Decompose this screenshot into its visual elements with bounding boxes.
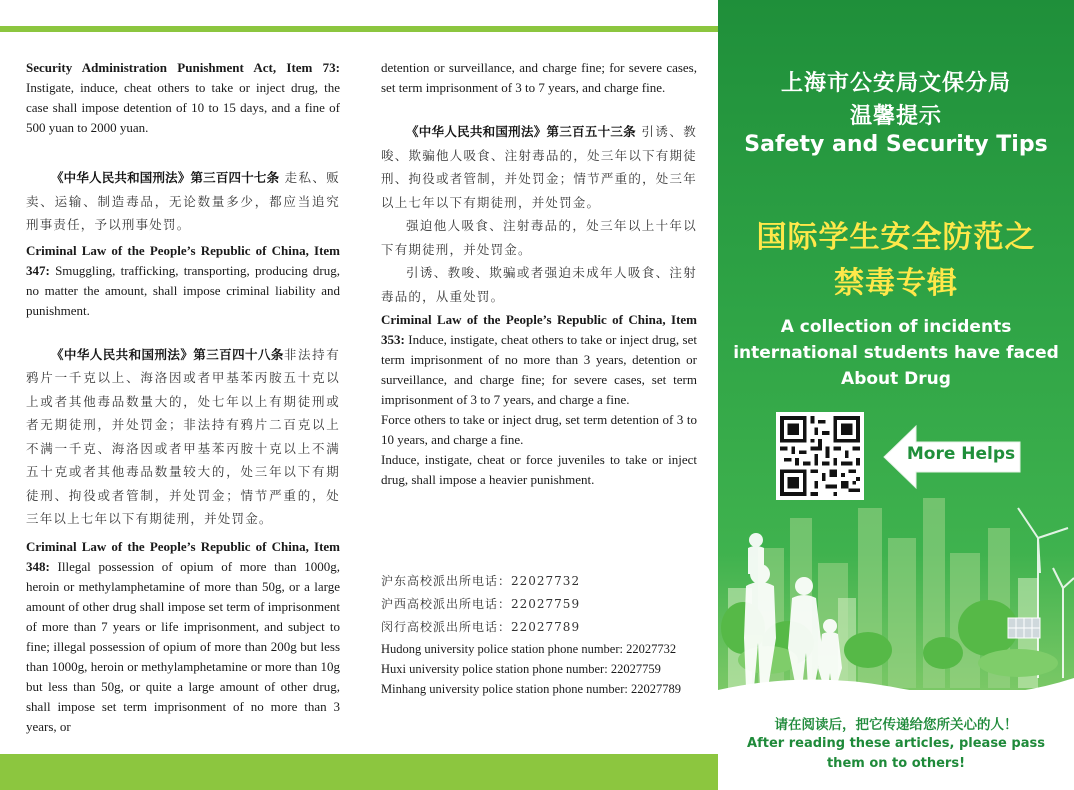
phone-hudong-zh: 沪东高校派出所电话：22027732: [381, 574, 581, 588]
article-348-en-body: Illegal possession of opium of more than 1000g, heroin or methylamphetamine of more than 50g, or a large amount of other drug shall impose set term of imprisonment of more than 7 years or life imprisonment, and subject to fine; illegal possession of opium of more than 200g but less than 1000g, heroin or methylamphetamine or more than 10g but less than 50g, or quite a large amount of other drug, shall impose set term imprisonment of no more than 3 years, or: [26, 558, 340, 734]
article-353-en-body: Induce, instigate, cheat others to take or inject drug, set term imprisonment of no more than 3 years, detention or surveillance, and charge fine; for severe cases, set term imprisonment of 3 to 7 years, and charge a fine.: [381, 332, 697, 407]
article-347-en: [26, 241, 340, 321]
subtitle-line2: international students have faced: [733, 343, 1059, 363]
footer-zh: 请在阅读后，把它传递给您所关心的人！: [774, 717, 1018, 733]
article-347-zh-body: 走私、贩卖、运输、制造毒品，无论数量多少，都应当追究刑事责任，予以刑事处罚。: [26, 170, 340, 232]
act-73-paragraph: [26, 58, 340, 138]
more-helps-label[interactable]: More Helps: [906, 444, 1016, 464]
bottom-rule: [0, 754, 718, 790]
article-347-en-title: Criminal Law of the People’s Republic of China, Item 347:: [26, 242, 340, 278]
left-column: [26, 58, 340, 737]
article-353-zh-force: 强迫他人吸食、注射毒品的，处三年以上十年以下有期徒刑，并处罚金。: [381, 218, 697, 257]
footer-en-line2: them on to others!: [826, 756, 966, 771]
article-353-en-juvenile: Induce, instigate, cheat or force juveniles to take or inject drug, shall impose a heavier punishment.: [381, 452, 697, 487]
article-347-zh: [26, 166, 340, 237]
article-348-zh-body: 非法持有鸦片一千克以上、海洛因或者甲基苯丙胺五十克以上或者其他毒品数量大的，处七年以上有期徒刑或者无期徒刑，并处罚金；非法持有鸦片二百克以上不满一千克、海洛因或者甲基苯丙胺十克以上不满五十克或者其他毒品数量较大的，处三年以下有期徒刑、拘役或者管制，并处罚金；情节严重的，处三年以上七年以下有期徒刑，并处罚金。: [26, 346, 340, 526]
phone-minhang-en: Minhang university police station phone number: 22027789: [381, 682, 681, 696]
footer-en-line1: After reading these articles, please pass: [747, 736, 1045, 751]
bureau-title: 上海市公安局文保分局: [780, 70, 1011, 95]
article-348-en: [26, 537, 340, 737]
act-73-title: Security Administration Punishment Act, Item 73:: [26, 60, 340, 75]
article-353-en-title: Criminal Law of the People’s Republic of China, Item 353:: [381, 312, 697, 347]
subtitle: [718, 314, 1074, 392]
phone-hudong-en: Hudong university police station phone number: 22027732: [381, 642, 677, 656]
tips-title-en: Safety and Security Tips: [744, 132, 1048, 157]
article-353-en-force: Force others to take or inject drug, set term detention of 3 to 10 years, and charge a fine.: [381, 412, 697, 447]
article-353-zh-juvenile: 引诱、教唆、欺骗或者强迫未成年人吸食、注射毒品的，从重处罚。: [381, 265, 697, 304]
article-353-zh-body: 引诱、教唆、欺骗他人吸食、注射毒品的，处三年以下有期徒刑、拘役或者管制，并处罚金；情节严重的，处三年以上七年以下有期徒刑，并处罚金。: [381, 124, 697, 210]
article-347-zh-title: 《中华人民共和国刑法》第三百四十七条: [51, 170, 280, 185]
subtitle-line1: A collection of incidents: [780, 317, 1012, 337]
article-353-zh: [381, 120, 697, 214]
article-353-en: [381, 310, 697, 410]
act-73-body: Instigate, induce, cheat others to take or inject drug, the case shall impose detention of 10 to 15 days, and a fine of 500 yuan to 2000 yuan.: [26, 80, 340, 135]
phone-huxi-zh: 沪西高校派出所电话：22027759: [381, 597, 581, 611]
article-348-en-title: Criminal Law of the People’s Republic of China, Item 348:: [26, 538, 340, 574]
top-rule: [0, 0, 718, 26]
article-348-en-continued: detention or surveillance, and charge fine; for severe cases, set term imprisonment of 3 to 7 years, and charge fine.: [381, 60, 697, 95]
tips-title-zh: 温馨提示: [849, 103, 942, 128]
headline-line1: 国际学生安全防范之: [756, 221, 1036, 254]
article-347-en-body: Smuggling, trafficking, transporting, producing drug, no matter the amount, shall impose criminal liability and punishment.: [26, 262, 340, 318]
subtitle-line3: About Drug: [841, 369, 951, 389]
article-353-zh-title: 《中华人民共和国刑法》第三百五十三条: [406, 124, 636, 139]
police-phone-list: [381, 570, 711, 699]
middle-column: [381, 58, 697, 490]
article-348-zh-title: 《中华人民共和国刑法》第三百四十八条: [51, 346, 284, 362]
headline-line2: 禁毒专辑: [834, 267, 958, 300]
phone-minhang-zh: 闵行高校派出所电话：22027789: [381, 620, 581, 634]
article-348-zh: [26, 343, 340, 531]
phone-huxi-en: Huxi university police station phone number: 22027759: [381, 662, 661, 676]
